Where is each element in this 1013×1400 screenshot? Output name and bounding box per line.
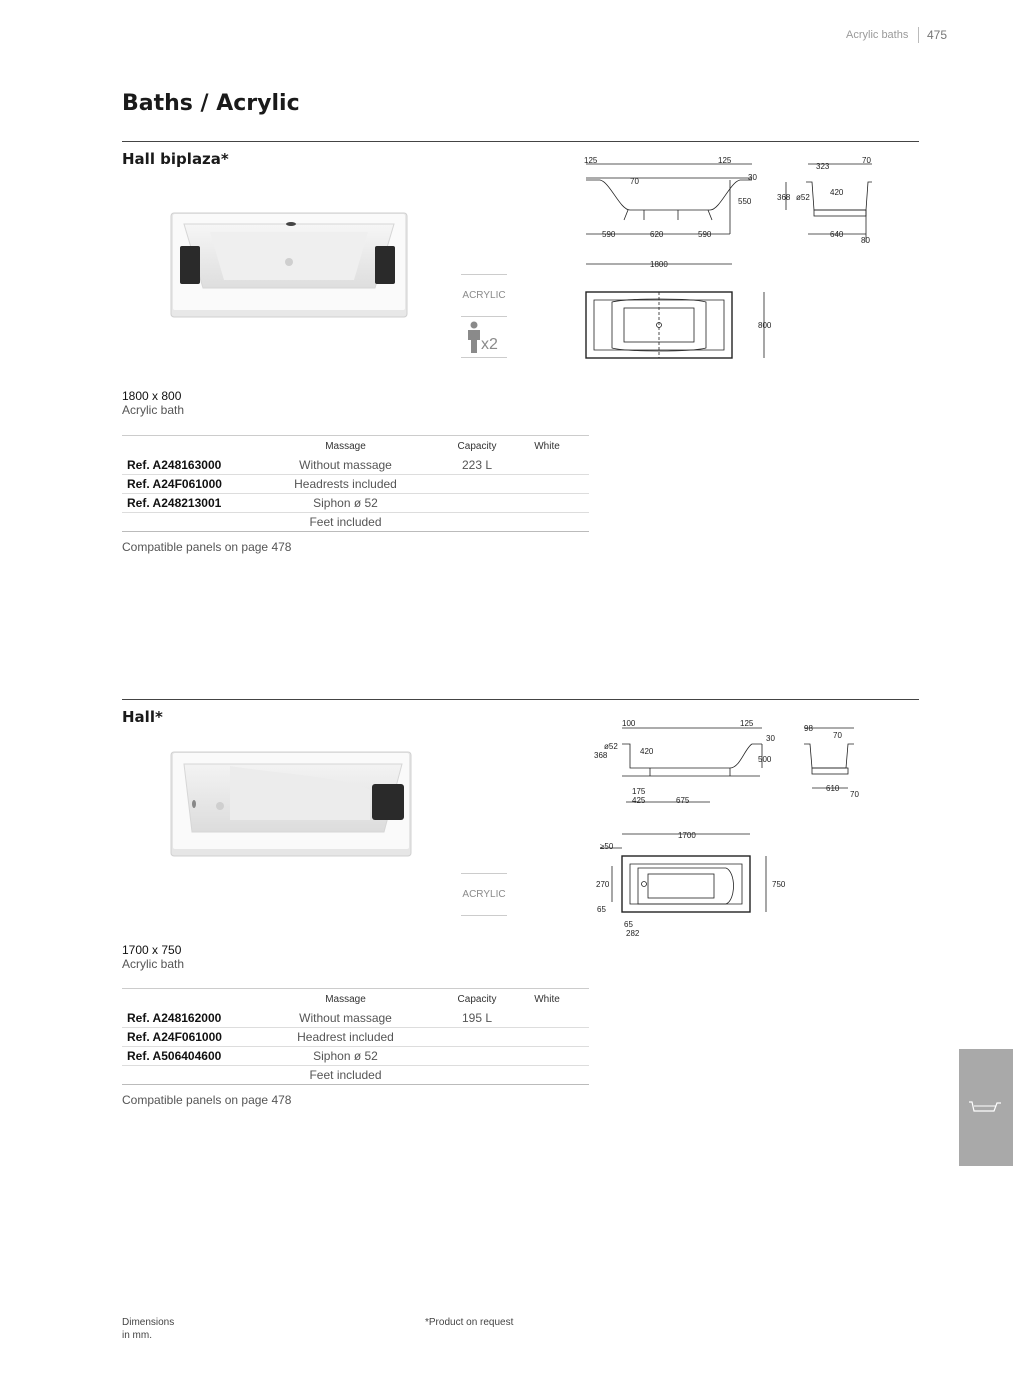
- column-header: Capacity: [449, 989, 505, 1010]
- dimension-label: ≥50: [600, 842, 614, 851]
- dimension-label: 30: [766, 734, 775, 743]
- white-cell: [505, 475, 589, 494]
- dimension-label: 425: [632, 796, 646, 805]
- white-cell: [505, 513, 589, 532]
- footer-dimensions-note: [122, 1316, 174, 1342]
- badge-divider: [461, 316, 507, 317]
- column-header: [122, 989, 242, 1010]
- reference-cell: Ref. A506404600: [122, 1047, 242, 1066]
- product-title: Hall biplaza*: [122, 150, 229, 168]
- compatible-panels-note: Compatible panels on page 478: [122, 540, 292, 554]
- footer-line: in mm.: [122, 1330, 152, 1341]
- bath-icon: [968, 1099, 1002, 1115]
- page-title: Baths / Acrylic: [122, 91, 300, 116]
- capacity-cell: [449, 494, 505, 513]
- section-title: Acrylic baths: [846, 29, 909, 41]
- column-header: [122, 436, 242, 457]
- product-description: Acrylic bath: [122, 403, 185, 417]
- product-dimensions: 1700 x 750: [122, 943, 182, 957]
- dimension-label: 70: [833, 731, 842, 740]
- product-photo: [170, 750, 412, 858]
- reference-cell: Ref. A248213001: [122, 494, 242, 513]
- column-header: Capacity: [449, 436, 505, 457]
- header-divider: [918, 27, 919, 43]
- dimension-label: 30: [748, 173, 757, 182]
- massage-cell: Headrest included: [242, 1028, 449, 1047]
- massage-cell: Without massage: [242, 456, 449, 475]
- dimension-label: 368: [594, 751, 608, 760]
- dimension-label: 550: [738, 197, 752, 206]
- white-cell: [505, 1009, 589, 1028]
- dimension-label: 750: [772, 880, 786, 889]
- reference-cell: [122, 1066, 242, 1085]
- section-divider: [122, 141, 919, 142]
- dimension-label: 675: [676, 796, 690, 805]
- dimension-label: 420: [640, 747, 654, 756]
- dimension-label: 323: [816, 162, 830, 171]
- table-row: [122, 456, 589, 475]
- reference-cell: Ref. A248163000: [122, 456, 242, 475]
- table-row: [122, 475, 589, 494]
- footer-product-note: *Product on request: [425, 1317, 514, 1328]
- table-row: [122, 1047, 589, 1066]
- compatible-panels-note: Compatible panels on page 478: [122, 1093, 292, 1107]
- dimension-label: 420: [830, 188, 844, 197]
- capacity-cell: 223 L: [449, 456, 505, 475]
- technical-drawing: [578, 152, 908, 362]
- dimension-label: 500: [758, 755, 772, 764]
- capacity-cell: [449, 513, 505, 532]
- badge-divider: [461, 357, 507, 358]
- table-row: [122, 494, 589, 513]
- column-header: White: [505, 989, 589, 1010]
- dimension-label: 65: [624, 920, 633, 929]
- product-dimensions: 1800 x 800: [122, 389, 182, 403]
- dimension-label: 98: [804, 724, 813, 733]
- dimension-label: 800: [758, 321, 772, 330]
- dimension-label: 1700: [678, 831, 696, 840]
- dimension-label: 590: [698, 230, 712, 239]
- table-header-row: [122, 989, 589, 1010]
- badge-divider: [461, 915, 507, 916]
- massage-cell: Feet included: [242, 513, 449, 532]
- massage-cell: Siphon ø 52: [242, 494, 449, 513]
- table-row: [122, 513, 589, 532]
- material-badge: ACRYLIC: [462, 290, 506, 301]
- white-cell: [505, 494, 589, 513]
- capacity-cell: [449, 1066, 505, 1085]
- capacity-cell: [449, 1028, 505, 1047]
- dimension-label: 70: [850, 790, 859, 799]
- massage-cell: Headrests included: [242, 475, 449, 494]
- capacity-badge: x2: [481, 336, 498, 353]
- page-number: 475: [927, 28, 948, 42]
- dimension-label: 590: [602, 230, 616, 239]
- table-row: [122, 1028, 589, 1047]
- dimension-label: 125: [740, 719, 754, 728]
- column-header: Massage: [242, 436, 449, 457]
- reference-table: [122, 435, 589, 532]
- white-cell: [505, 1028, 589, 1047]
- column-header: White: [505, 436, 589, 457]
- massage-cell: Siphon ø 52: [242, 1047, 449, 1066]
- dimension-label: 368: [777, 193, 791, 202]
- massage-cell: Feet included: [242, 1066, 449, 1085]
- table-header-row: [122, 436, 589, 457]
- section-divider: [122, 699, 919, 700]
- product-photo: [170, 210, 408, 320]
- dimension-label: ø52: [796, 193, 810, 202]
- section-side-tab[interactable]: [959, 1049, 1013, 1166]
- white-cell: [505, 1066, 589, 1085]
- capacity-cell: [449, 1047, 505, 1066]
- white-cell: [505, 1047, 589, 1066]
- dimension-label: 282: [626, 929, 640, 938]
- dimension-label: 80: [861, 236, 870, 245]
- dimension-label: 125: [584, 156, 598, 165]
- product-title: Hall*: [122, 708, 163, 726]
- dimension-label: ø52: [604, 742, 618, 751]
- reference-table: [122, 988, 589, 1085]
- dimension-label: 1800: [650, 260, 668, 269]
- dimension-label: 70: [862, 156, 871, 165]
- badge-divider: [461, 274, 507, 275]
- reference-cell: Ref. A24F061000: [122, 475, 242, 494]
- massage-cell: Without massage: [242, 1009, 449, 1028]
- capacity-cell: 195 L: [449, 1009, 505, 1028]
- dimension-label: 610: [826, 784, 840, 793]
- table-row: [122, 1009, 589, 1028]
- reference-cell: Ref. A248162000: [122, 1009, 242, 1028]
- dimension-label: 620: [650, 230, 664, 239]
- white-cell: [505, 456, 589, 475]
- reference-cell: [122, 513, 242, 532]
- dimension-label: 640: [830, 230, 844, 239]
- dimension-label: 270: [596, 880, 610, 889]
- technical-drawing: [590, 716, 890, 946]
- table-row: [122, 1066, 589, 1085]
- dimension-label: 65: [597, 905, 606, 914]
- capacity-cell: [449, 475, 505, 494]
- material-badge: ACRYLIC: [462, 889, 506, 900]
- dimension-label: 70: [630, 177, 639, 186]
- footer-line: Dimensions: [122, 1317, 175, 1328]
- dimension-label: 100: [622, 719, 636, 728]
- reference-cell: Ref. A24F061000: [122, 1028, 242, 1047]
- dimension-label: 175: [632, 787, 646, 796]
- product-description: Acrylic bath: [122, 957, 185, 971]
- badge-divider: [461, 873, 507, 874]
- dimension-label: 125: [718, 156, 732, 165]
- column-header: Massage: [242, 989, 449, 1010]
